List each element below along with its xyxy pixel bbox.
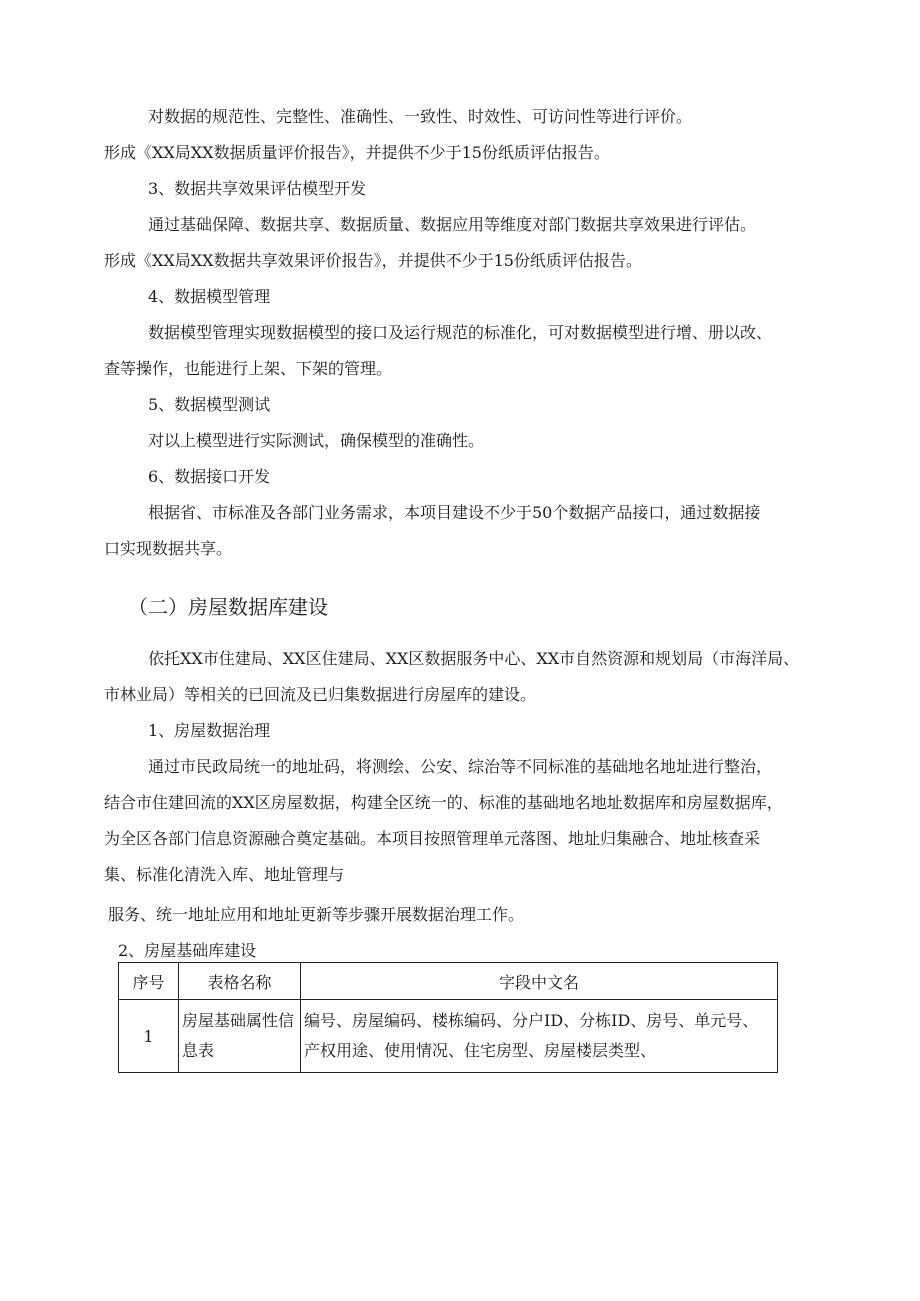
cell-fields: 编号、房屋编码、楼栋编码、分户ID、分栋ID、房号、单元号、产权用途、使用情况、住宅房型、房屋楼层类型、 (301, 1000, 778, 1073)
housing-table (118, 962, 778, 1073)
paragraph: 数据模型管理实现数据模型的接口及运行规范的标准化，可对数据模型进行增、册以改、 (148, 323, 773, 342)
table-header-row (119, 963, 778, 1000)
paragraph: 通过市民政局统一的地址码，将测绘、公安、综治等不同标准的基础地名地址进行整治， (148, 757, 773, 776)
paragraph: 市林业局）等相关的已回流及已归集数据进行房屋库的建设。 (104, 685, 537, 704)
table-row (119, 1000, 778, 1073)
paragraph: 查等操作，也能进行上架、下架的管理。 (104, 359, 393, 378)
paragraph: 形成《XX局XX数据共享效果评价报告》，并提供不少于15份纸质评估报告。 (104, 251, 642, 270)
paragraph: 通过基础保障、数据共享、数据质量、数据应用等维度对部门数据共享效果进行评估。 (148, 215, 757, 234)
subheading: 5、数据模型测试 (148, 395, 271, 414)
paragraph: 对以上模型进行实际测试，确保模型的准确性。 (148, 431, 485, 450)
subheading: 6、数据接口开发 (148, 467, 271, 486)
subheading: 4、数据模型管理 (148, 287, 271, 306)
subheading: 1、房屋数据治理 (148, 721, 271, 740)
paragraph: 结合市住建回流的XX区房屋数据，构建全区统一的、标准的基础地名地址数据库和房屋数据库， (104, 793, 783, 812)
paragraph: 服务、统一地址应用和地址更新等步骤开展数据治理工作。 (108, 905, 525, 924)
paragraph: 根据省、市标准及各部门业务需求，本项目建设不少于50个数据产品接口，通过数据接 (148, 503, 761, 522)
cell-no: 1 (119, 1000, 179, 1073)
column-header-fields: 字段中文名 (301, 963, 778, 1000)
paragraph: 口实现数据共享。 (104, 539, 233, 558)
paragraph: 依托XX市住建局、XX区住建局、XX区数据服务中心、XX市自然资源和规划局（市海洋局、 (148, 649, 800, 668)
paragraph: 对数据的规范性、完整性、准确性、一致性、时效性、可访问性等进行评价。 (148, 107, 693, 126)
paragraph: 集、标准化清洗入库、地址管理与 (104, 865, 345, 884)
paragraph: 为全区各部门信息资源融合奠定基础。本项目按照管理单元落图、地址归集融合、地址核查采 (104, 829, 761, 848)
section-heading: （二）房屋数据库建设 (128, 595, 328, 619)
paragraph: 形成《XX局XX数据质量评价报告》，并提供不少于15份纸质评估报告。 (104, 143, 610, 162)
cell-name: 房屋基础属性信息表 (179, 1000, 301, 1073)
subheading: 2、房屋基础库建设 (118, 941, 257, 960)
column-header-name: 表格名称 (179, 963, 301, 1000)
column-header-no: 序号 (119, 963, 179, 1000)
subheading: 3、数据共享效果评估模型开发 (148, 179, 367, 198)
